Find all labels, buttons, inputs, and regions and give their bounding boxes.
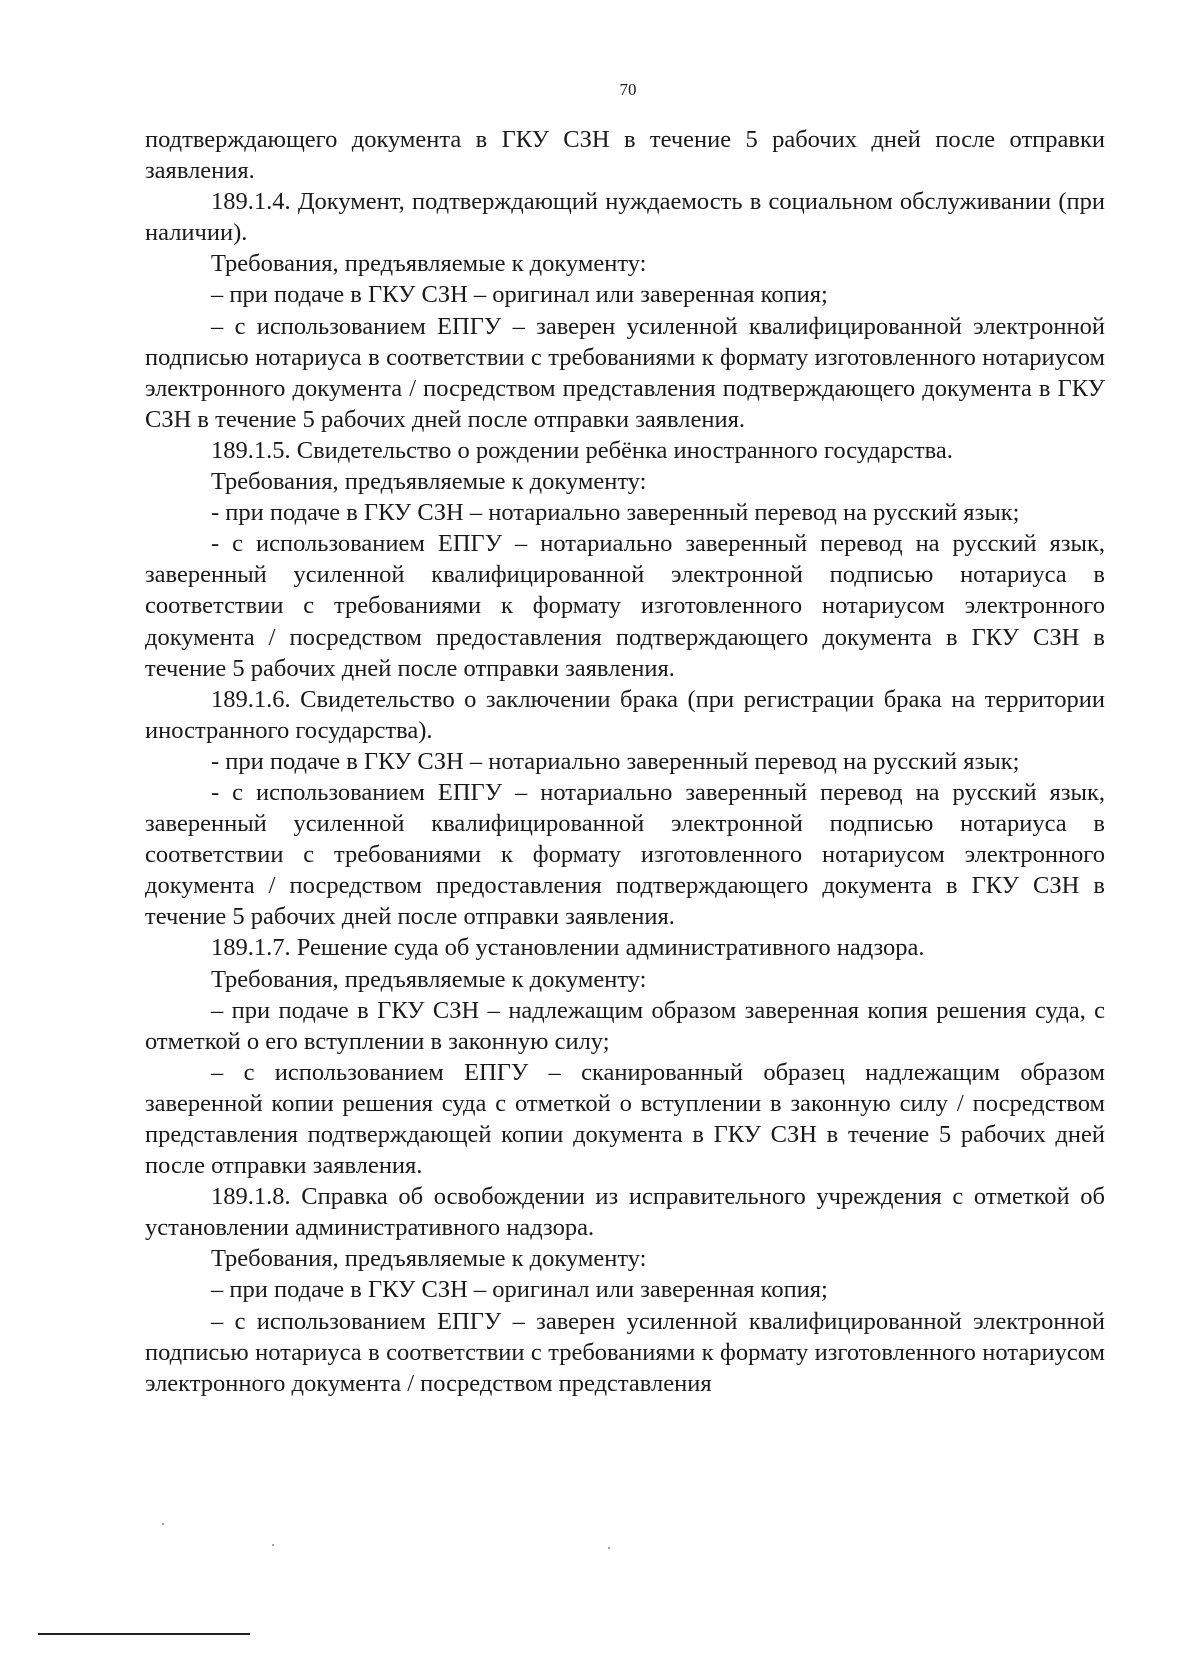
paragraph: Требования, предъявляемые к документу:	[211, 965, 647, 993]
page-number: 70	[619, 80, 637, 99]
scan-speck	[162, 1523, 164, 1525]
paragraph-heading: 189.1.5. Свидетельство о рождении ребёнка иностранного государства.	[211, 436, 953, 464]
paragraph: Требования, предъявляемые к документу:	[211, 250, 647, 278]
paragraph-heading: 189.1.8. Справка об освобождении из исправительного учреждения с отметкой об установлении административного надзора.	[145, 1183, 1105, 1242]
scan-speck	[608, 1547, 610, 1549]
list-item: - при подаче в ГКУ СЗН – нотариально заверенный перевод на русский язык;	[211, 499, 1020, 527]
list-item: - с использованием ЕПГУ – нотариально заверенный перевод на русский язык, заверенный усиленной квалифицированной электронной подписью нотариуса в соответствии с требованиями к формату изготовленного нотариусом электронного документа / посредством предоставления подтверждающего документа в ГКУ СЗН в течение 5 рабочих дней после отправки заявления.	[145, 530, 1105, 682]
document-body	[145, 124, 1105, 1399]
list-item: – с использованием ЕПГУ – сканированный образец надлежащим образом заверенной копии решения суда с отметкой о вступлении в законную силу / посредством представления подтверждающей копии документа в ГКУ СЗН в течение 5 рабочих дней после отправки заявления.	[145, 1058, 1105, 1180]
list-item: – при подаче в ГКУ СЗН – оригинал или заверенная копия;	[211, 281, 828, 309]
scan-speck	[272, 1544, 274, 1546]
list-item: – при подаче в ГКУ СЗН – надлежащим образом заверенная копия решения суда, с отметкой о его вступлении в законную силу;	[145, 996, 1105, 1055]
list-item: – при подаче в ГКУ СЗН – оригинал или заверенная копия;	[211, 1276, 828, 1304]
list-item: - с использованием ЕПГУ – нотариально заверенный перевод на русский язык, заверенный усиленной квалифицированной электронной подписью нотариуса в соответствии с требованиями к формату изготовленного нотариусом электронного документа / посредством предоставления подтверждающего документа в ГКУ СЗН в течение 5 рабочих дней после отправки заявления.	[145, 778, 1105, 931]
list-item: – с использованием ЕПГУ – заверен усиленной квалифицированной электронной подписью нотариуса в соответствии с требованиями к формату изготовленного нотариусом электронного документа / посредством представления	[145, 1307, 1105, 1397]
list-item: – с использованием ЕПГУ – заверен усиленной квалифицированной электронной подписью нотариуса в соответствии с требованиями к формату изготовленного нотариусом электронного документа / посредством представления подтверждающего документа в ГКУ СЗН в течение 5 рабочих дней после отправки заявления.	[145, 312, 1105, 433]
paragraph-heading: 189.1.4. Документ, подтверждающий нуждаемость в социальном обслуживании (при наличии).	[145, 188, 1105, 247]
footnote-separator-rule	[38, 1633, 250, 1635]
paragraph: Требования, предъявляемые к документу:	[211, 468, 647, 496]
list-item: - при подаче в ГКУ СЗН – нотариально заверенный перевод на русский язык;	[211, 747, 1020, 775]
paragraph: подтверждающего документа в ГКУ СЗН в течение 5 рабочих дней после отправки заявления.	[145, 126, 1105, 185]
paragraph-heading: 189.1.7. Решение суда об установлении административного надзора.	[211, 934, 925, 962]
paragraph: Требования, предъявляемые к документу:	[211, 1245, 647, 1273]
paragraph-heading: 189.1.6. Свидетельство о заключении брака (при регистрации брака на территории иностранного государства).	[145, 685, 1105, 744]
